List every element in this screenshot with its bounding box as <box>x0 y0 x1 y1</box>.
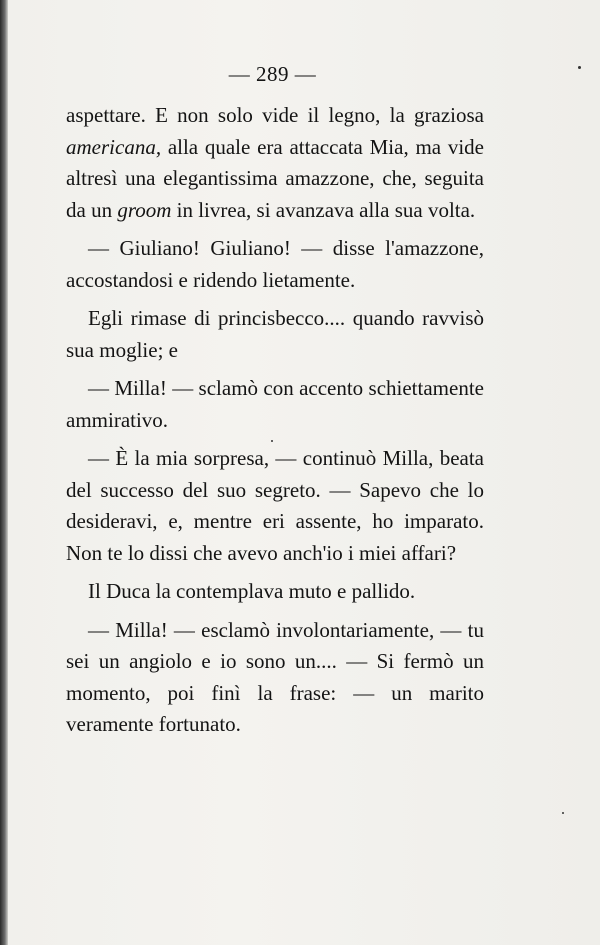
page-spine-edge <box>0 0 8 945</box>
paragraph-1 <box>66 100 484 226</box>
paper-speck <box>562 812 564 814</box>
paragraph-6: Il Duca la contemplava muto e pallido. <box>88 579 416 603</box>
paragraph-7: — Milla! — esclamò involontariamente, — tu sei un angiolo e io sono un.... — Si fermò un momento, poi finì la frase: — un marito veramente fortunato. <box>66 617 484 736</box>
paper-speck <box>271 440 273 442</box>
paragraph-1-italic-americana: americana, <box>66 134 162 159</box>
body-text <box>66 100 484 741</box>
paragraph-5: — È la mia sorpresa, — continuò Milla, beata del successo del suo segreto. — Sapevo che lo desideravi, e, mentre eri assente, ho imparato. Non te lo dissi che avevo anch'io i miei affari? <box>66 446 484 565</box>
paragraph-1-italic-groom: groom <box>117 197 172 222</box>
page-number: — 289 — <box>228 62 317 86</box>
paragraph-1-text-b: alla quale era attaccata Mia, ma vide altresì una elegantissima amazzone, che, seguita da un <box>66 134 484 222</box>
paragraph-1-text-c: in livrea, si avanzava alla sua volta. <box>171 197 476 222</box>
paragraph-1-text-a: aspettare. E non solo vide il legno, la graziosa <box>66 103 484 127</box>
paragraph-4: — Milla! — sclamò con accento schiettamente ammirativo. <box>66 376 484 432</box>
paragraph-3: Egli rimase di princisbecco.... quando ravvisò sua moglie; e <box>66 306 484 362</box>
paper-speck <box>578 66 581 69</box>
paragraph-2: — Giuliano! Giuliano! — disse l'amazzone, accostandosi e ridendo lietamente. <box>66 236 484 292</box>
